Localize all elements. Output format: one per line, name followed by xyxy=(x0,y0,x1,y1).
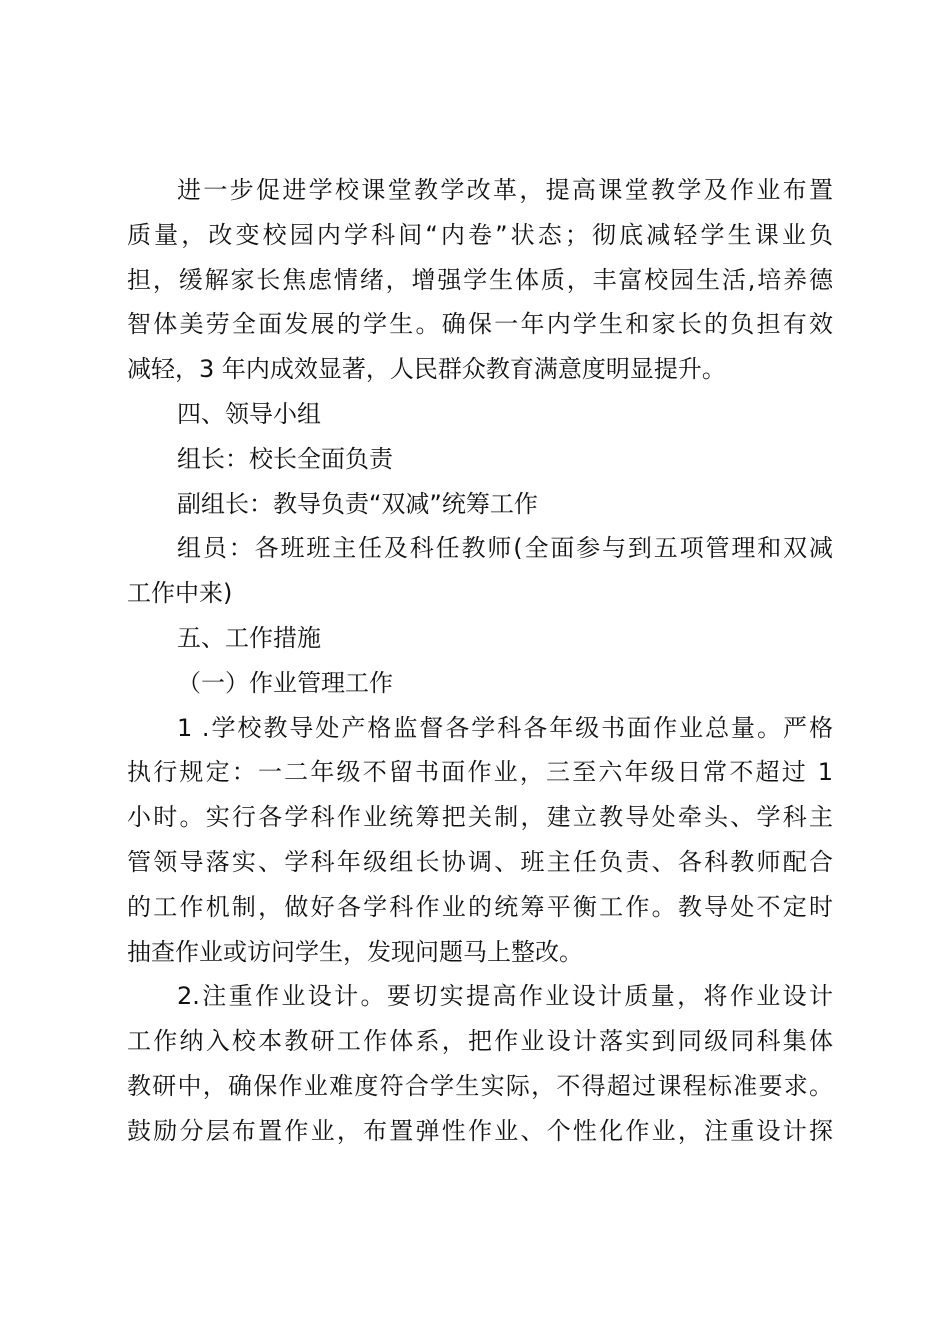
subsection-heading: （一）作业管理工作 xyxy=(177,668,393,697)
text-line: 抽查作业或访问学生，发现问题马上整改。 xyxy=(127,937,583,966)
section-heading: 四、领导小组 xyxy=(177,399,321,428)
text-line: 鼓励分层布置作业，布置弹性作业、个性化作业，注重设计探 xyxy=(127,1116,833,1145)
text-line: 小时。实行各学科作业统筹把关制，建立教导处牵头、学科主 xyxy=(127,803,833,832)
text-line: 管领导落实、学科年级组长协调、班主任负责、各科教师配合 xyxy=(127,847,833,876)
text-line: 质量，改变校园内学科间“内卷”状态；彻底减轻学生课业负 xyxy=(127,220,833,249)
text-line: 组长：校长全面负责 xyxy=(177,444,393,473)
text-line: 执行规定：一二年级不留书面作业，三至六年级日常不超过 1 xyxy=(127,758,833,787)
text-line: 副组长：教导负责“双减”统筹工作 xyxy=(177,489,538,518)
text-line: 减轻，3 年内成效显著，人民群众教育满意度明显提升。 xyxy=(127,355,726,384)
text-line: 进一步促进学校课堂教学改革，提高课堂教学及作业布置 xyxy=(177,176,833,204)
text-line: 智体美劳全面发展的学生。确保一年内学生和家长的负担有效 xyxy=(127,310,833,339)
text-line: 工作中来) xyxy=(127,579,233,608)
text-line: 教研中，确保作业难度符合学生实际，不得超过课程标准要求。 xyxy=(127,1071,833,1100)
text-line: 工作纳入校本教研工作体系，把作业设计落实到同级同科集体 xyxy=(127,1027,833,1056)
text-line: 的工作机制，做好各学科作业的统筹平衡工作。教导处不定时 xyxy=(127,892,833,921)
text-line: 2.注重作业设计。要切实提高作业设计质量，将作业设计 xyxy=(177,982,833,1011)
text-line: 组员：各班班主任及科任教师(全面参与到五项管理和双减 xyxy=(177,534,833,563)
section-heading: 五、工作措施 xyxy=(177,623,321,652)
document-body xyxy=(127,168,833,1154)
text-line: 担，缓解家长焦虑情绪，增强学生体质，丰富校园生活,培养德 xyxy=(127,265,833,294)
text-line: 1 .学校教导处产格监督各学科各年级书面作业总量。严格 xyxy=(177,713,833,742)
